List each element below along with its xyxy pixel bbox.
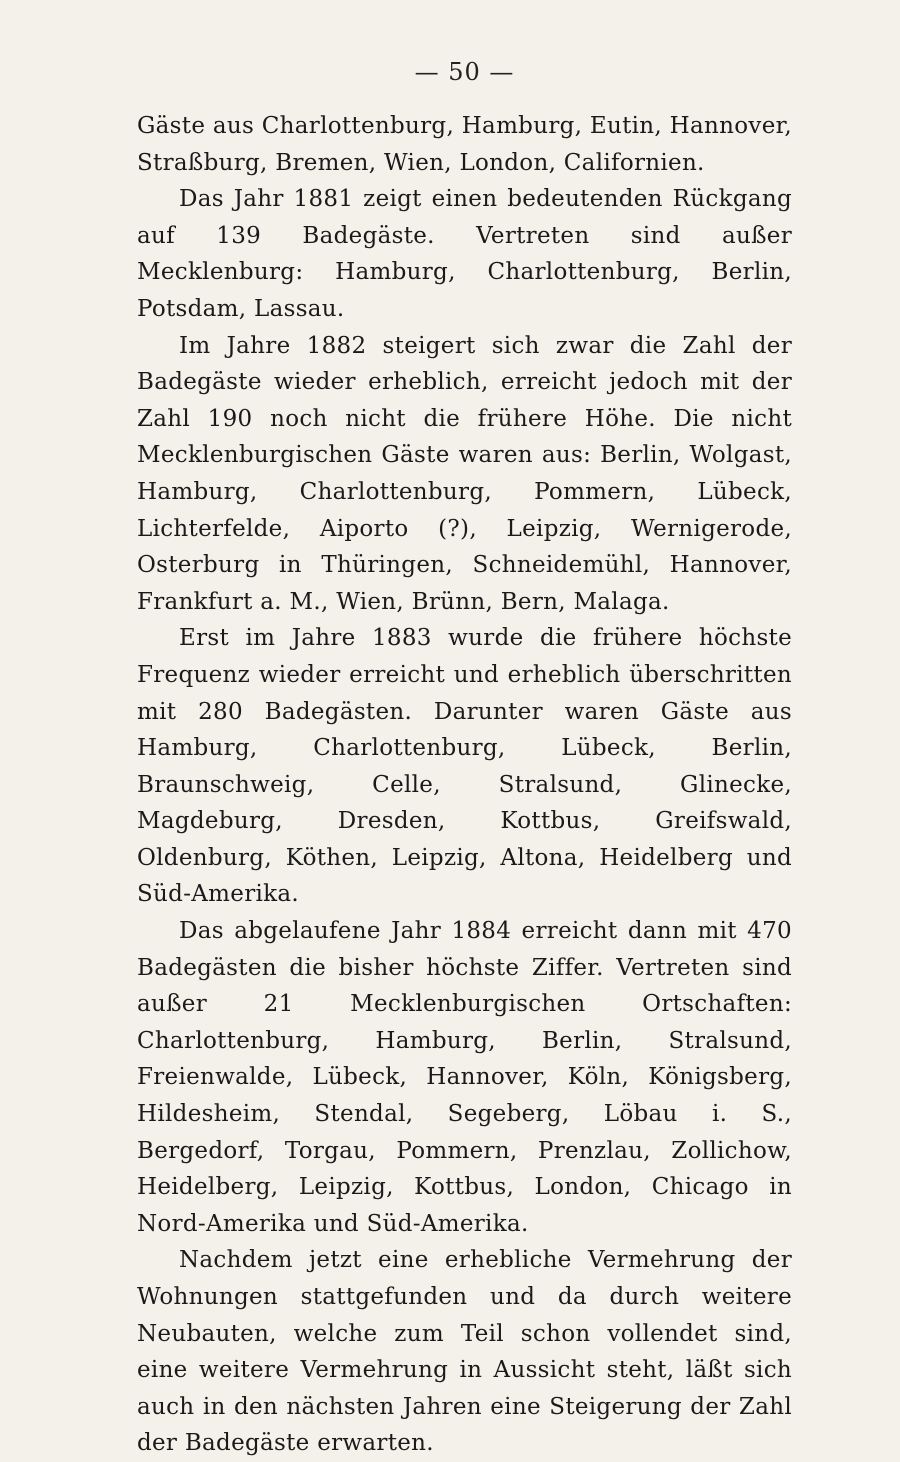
paragraph-6: Nachdem jetzt eine erhebliche Vermehrung der Wohnungen stattgefunden und da durch weitere Neubauten, welche zum Teil schon vollendet sind, eine weitere Vermehrung in Aussicht steht, läßt sich auch in den nächsten Jahren eine Steigerung der Zahl der Badegäste erwarten.: [137, 1247, 792, 1457]
paragraph-1: Gäste aus Charlottenburg, Hamburg, Eutin, Hannover, Straßburg, Bremen, Wien, London, Californien.: [137, 113, 792, 176]
paragraph-3: Im Jahre 1882 steigert sich zwar die Zahl der Badegäste wieder erheblich, erreicht jedoch mit der Zahl 190 noch nicht die frühere Höhe. Die nicht Mecklenburgischen Gäste waren aus: Berlin, Wolgast, Hamburg, Charlottenburg, Pommern, Lübeck, Lichterfelde, Aiporto (?), Leipzig, Wernigerode, Osterburg in Thüringen, Schneidemühl, Hannover, Frankfurt a. M., Wien, Brünn, Bern, Malaga.: [137, 332, 792, 615]
page-number: — 50 —: [414, 58, 515, 86]
paragraph-5: Das abgelaufene Jahr 1884 erreicht dann mit 470 Badegästen die bisher höchste Ziffer. Vertreten sind außer 21 Mecklenburgischen Ortschaften: Charlottenburg, Hamburg, Berlin, Stralsund, Freienwalde, Lübeck, Hannover, Köln, Königsberg, Hildesheim, Stendal, Segeberg, Löbau i. S., Bergedorf, Torgau, Pommern, Prenzlau, Zollichow, Heidelberg, Leipzig, Kottbus, London, Chicago in Nord-Amerika und Süd-Amerika.: [137, 918, 792, 1237]
paragraph-2: Das Jahr 1881 zeigt einen bedeutenden Rückgang auf 139 Badegäste. Vertreten sind außer Mecklenburg: Hamburg, Charlottenburg, Berlin, Potsdam, Lassau.: [137, 186, 792, 322]
paragraph-4: Erst im Jahre 1883 wurde die frühere höchste Frequenz wieder erreicht und erheblich überschritten mit 280 Badegästen. Darunter waren Gäste aus Hamburg, Charlottenburg, Lübeck, Berlin, Braunschweig, Celle, Stralsund, Glinecke, Magdeburg, Dresden, Kottbus, Greifswald, Oldenburg, Köthen, Leipzig, Altona, Heidelberg und Süd-Amerika.: [137, 625, 792, 908]
